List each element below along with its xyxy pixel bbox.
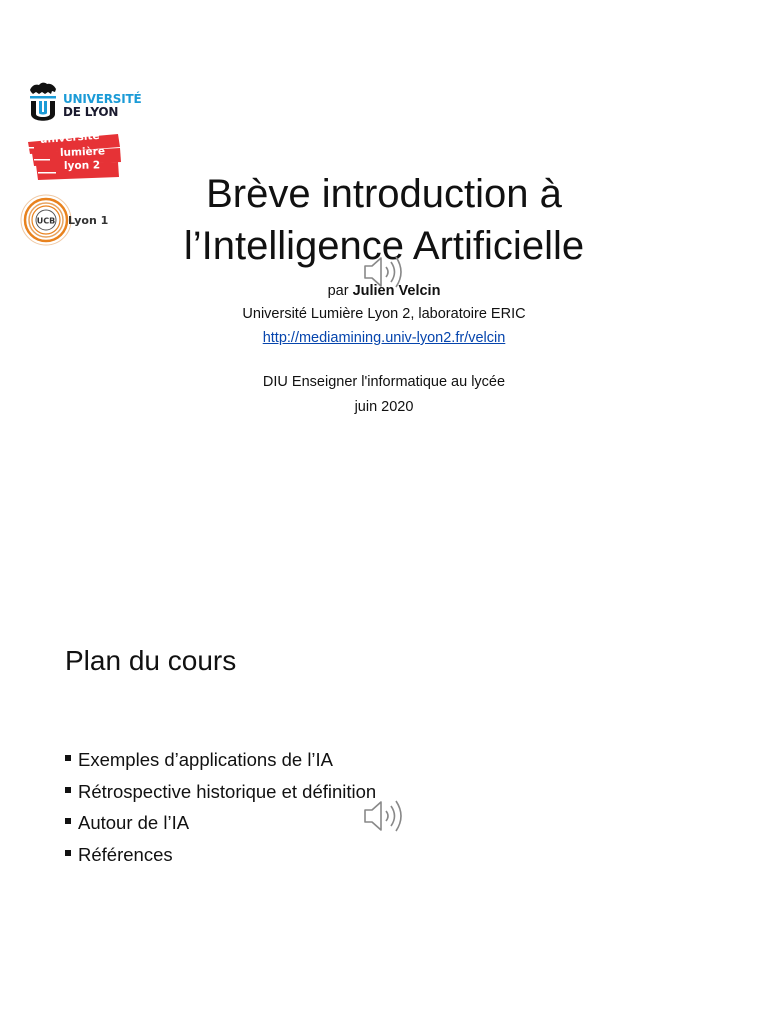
list-item — [65, 839, 376, 871]
author-url-line — [0, 330, 768, 346]
lyon2-line1: université — [39, 129, 100, 146]
bullet-text: Autour de l’IA — [78, 812, 190, 833]
course-date: juin 2020 — [354, 399, 414, 415]
udl-line1: UNIVERSITÉ — [63, 92, 142, 106]
list-item — [65, 744, 376, 776]
course-name: DIU Enseigner l'informatique au lycée — [262, 374, 506, 390]
bullet-text: Rétrospective historique et définition — [78, 780, 377, 802]
bullet-text: Exemples d’applications de l’IA — [78, 749, 334, 770]
lion-crest-icon — [27, 80, 59, 128]
author-prefix: par — [327, 283, 349, 299]
title-line2: l’Intelligence Artificielle — [183, 224, 585, 268]
author-url-link[interactable]: http://mediamining.univ-lyon2.fr/velcin — [262, 330, 506, 346]
affiliation: Université Lumière Lyon 2, laboratoire ERIC — [242, 306, 526, 322]
speaker-audio-icon[interactable] — [361, 796, 407, 836]
universite-de-lyon-logo — [27, 80, 142, 130]
lyon1-badge: UCB — [36, 216, 56, 226]
lyon1-label: Lyon 1 — [68, 214, 109, 227]
list-item — [65, 776, 376, 808]
square-bullet-icon — [65, 755, 71, 761]
lyon2-line2: lumière — [59, 145, 106, 159]
bullet-text: Références — [78, 843, 173, 865]
square-bullet-icon — [65, 850, 71, 856]
udl-line2: DE LYON — [63, 105, 119, 119]
plan-title: Plan du cours — [65, 645, 237, 676]
author-line — [0, 283, 768, 299]
square-bullet-icon — [65, 787, 71, 793]
lyon2-line3: lyon 2 — [63, 159, 101, 172]
title-line1: Brève introduction à — [206, 172, 562, 216]
list-item — [65, 807, 376, 839]
author-name: Julien Velcin — [352, 283, 441, 299]
plan-slide — [0, 600, 768, 1024]
square-bullet-icon — [65, 818, 71, 824]
plan-bullet-list — [65, 744, 376, 870]
